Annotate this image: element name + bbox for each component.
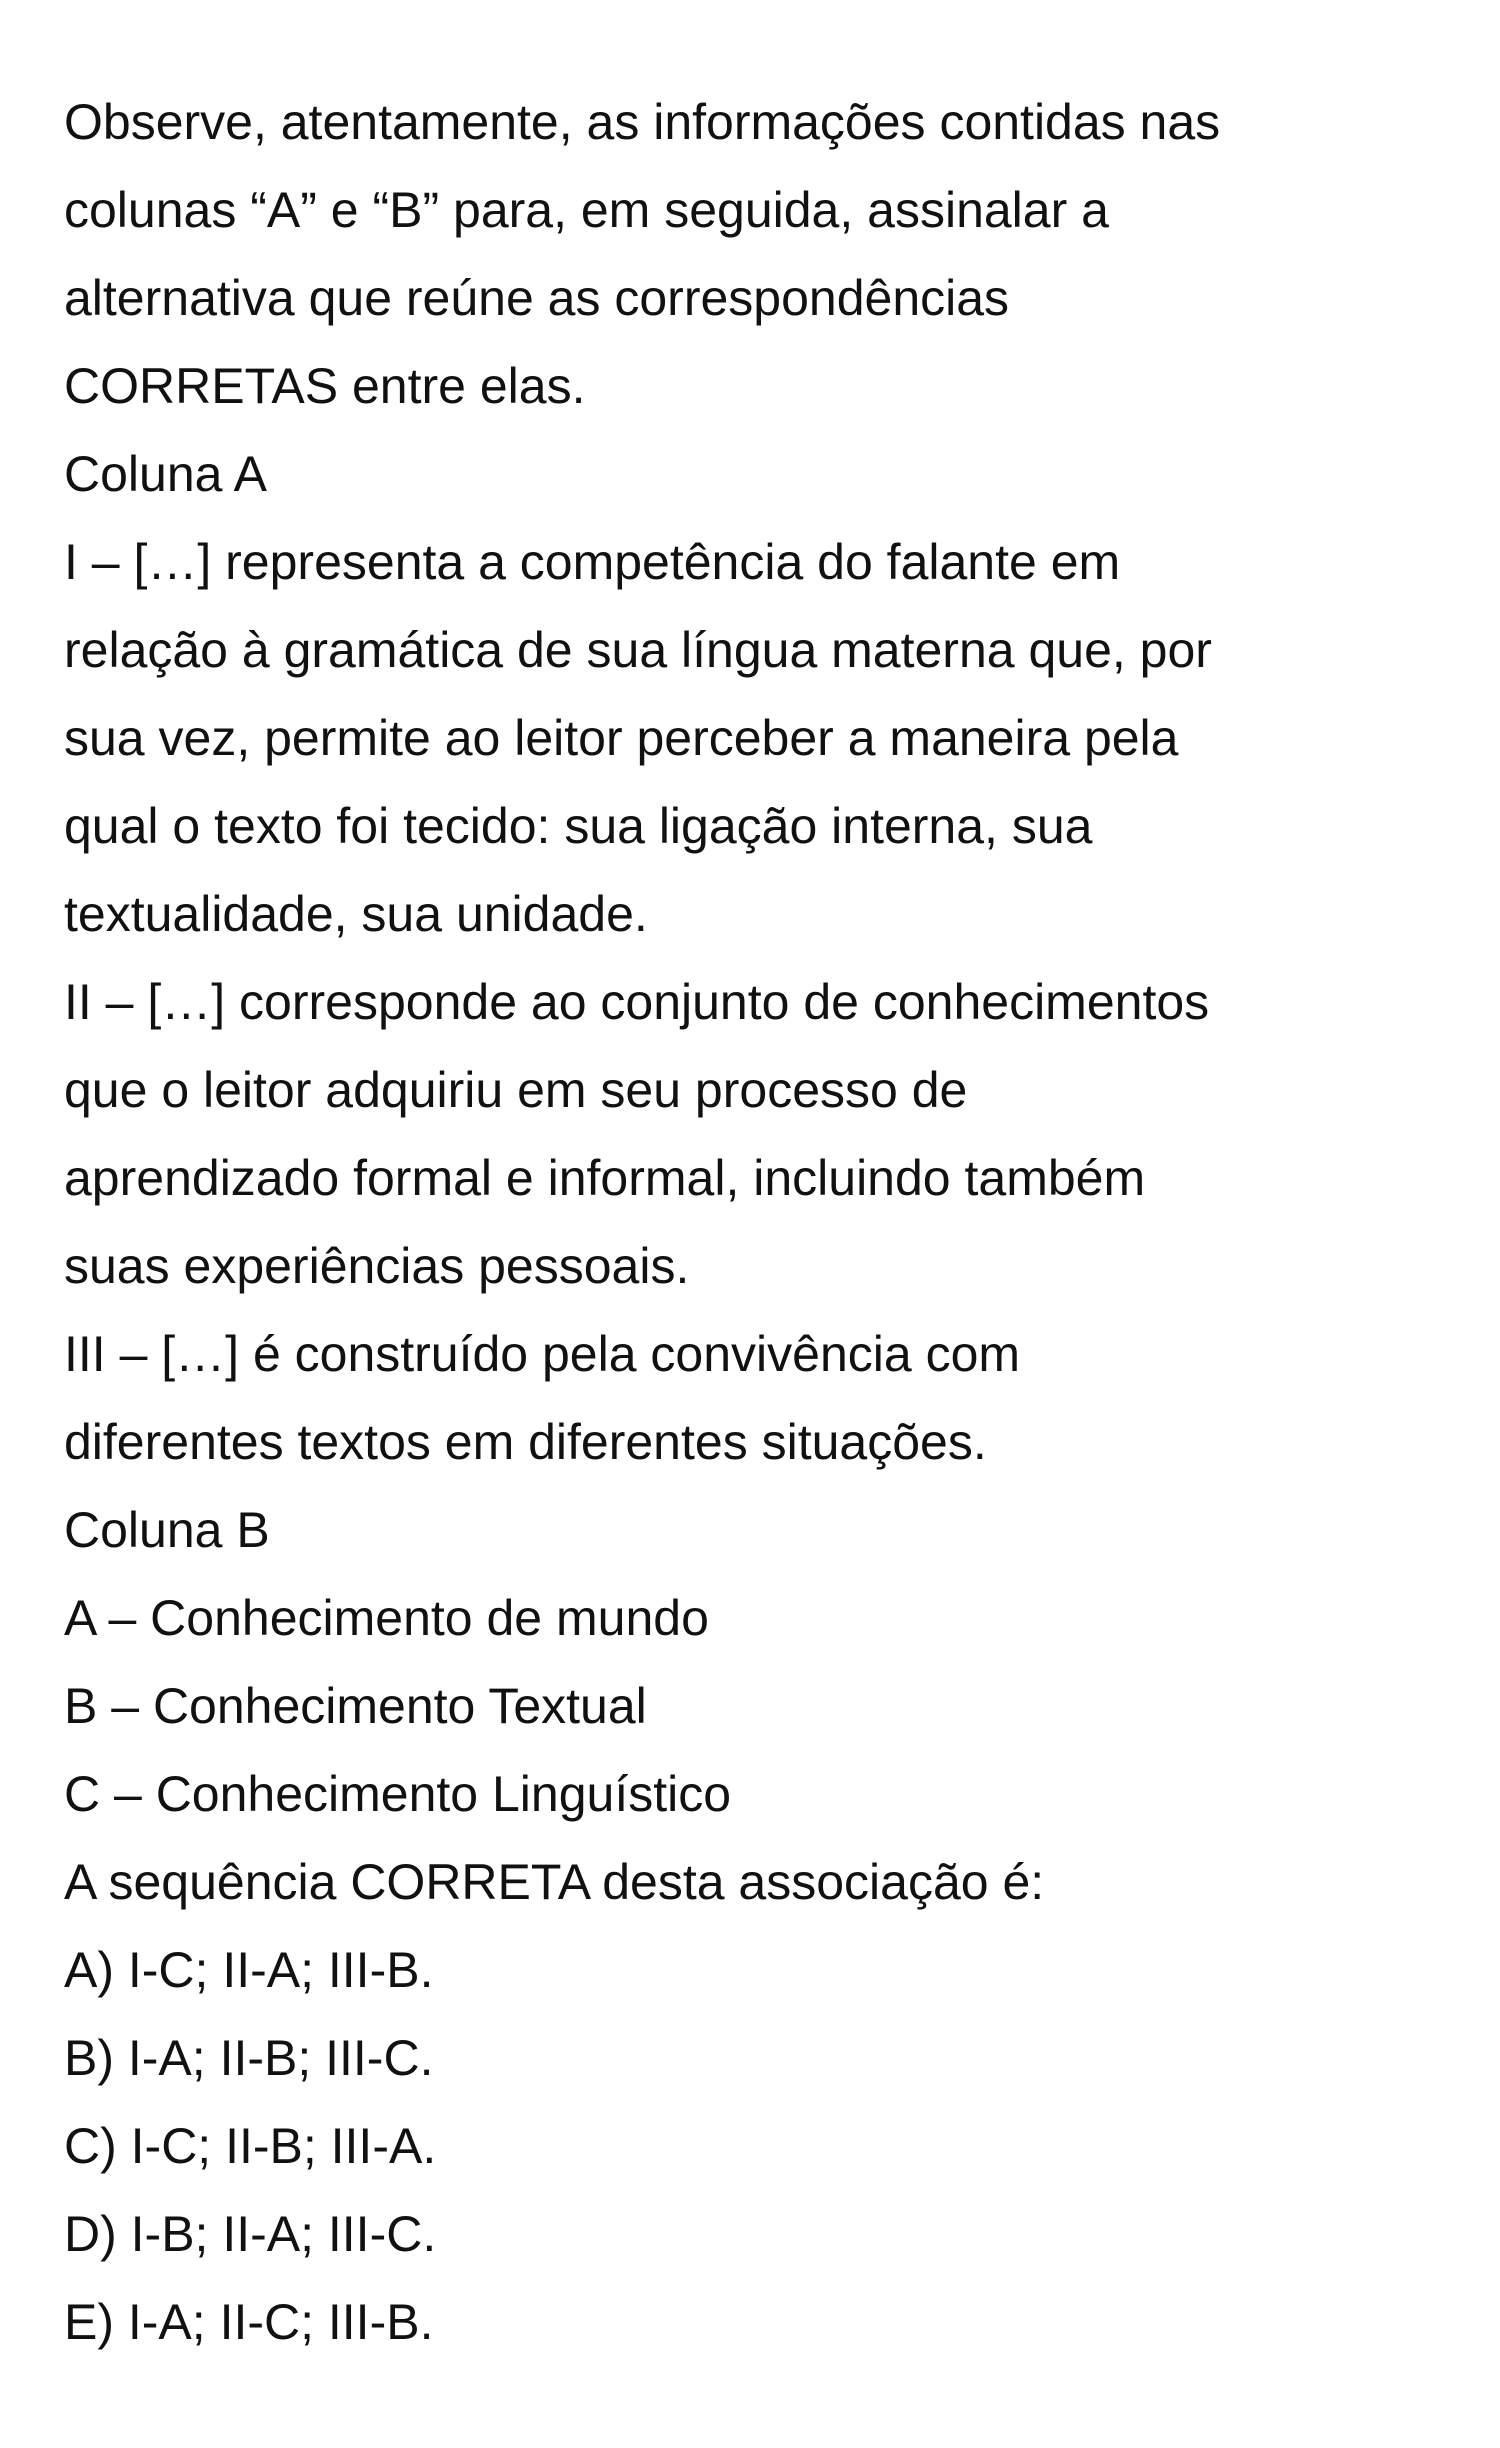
option-d[interactable]: D) I-B; II-A; III-C. <box>64 2206 437 2262</box>
question-prompt: A sequência CORRETA desta associação é: <box>64 1854 1045 1910</box>
text-line: colunas “A” e “B” para, em seguida, assinalar a <box>64 182 1109 238</box>
text-line: CORRETAS entre elas. <box>64 358 586 414</box>
column-b <box>64 1486 1444 1838</box>
column-b-heading: Coluna B <box>64 1502 270 1558</box>
question-intro <box>64 78 1444 430</box>
text-line: relação à gramática de sua língua materna que, por <box>64 622 1212 678</box>
column-a-heading: Coluna A <box>64 446 267 502</box>
option-b[interactable]: B) I-A; II-B; III-C. <box>64 2030 434 2086</box>
text-line: II – […] corresponde ao conjunto de conhecimentos <box>64 974 1210 1030</box>
option-e[interactable]: E) I-A; II-C; III-B. <box>64 2294 434 2350</box>
text-line: III – […] é construído pela convivência com <box>64 1326 1021 1382</box>
column-b-item: B – Conhecimento Textual <box>64 1678 647 1734</box>
text-line: suas experiências pessoais. <box>64 1238 690 1294</box>
answer-options <box>64 1926 1444 2366</box>
text-line: diferentes textos em diferentes situações. <box>64 1414 987 1470</box>
text-line: qual o texto foi tecido: sua ligação interna, sua <box>64 798 1093 854</box>
column-a <box>64 430 1444 1486</box>
text-line: que o leitor adquiriu em seu processo de <box>64 1062 968 1118</box>
column-b-item: A – Conhecimento de mundo <box>64 1590 709 1646</box>
column-b-item: C – Conhecimento Linguístico <box>64 1766 732 1822</box>
option-a[interactable]: A) I-C; II-A; III-B. <box>64 1942 434 1998</box>
text-line: Observe, atentamente, as informações contidas nas <box>64 94 1221 150</box>
text-line: textualidade, sua unidade. <box>64 886 648 942</box>
text-line: alternativa que reúne as correspondências <box>64 270 1010 326</box>
column-a-item-1 <box>64 518 1444 958</box>
text-line: sua vez, permite ao leitor perceber a maneira pela <box>64 710 1179 766</box>
text-line: I – […] representa a competência do falante em <box>64 534 1121 590</box>
column-a-item-2 <box>64 958 1444 1310</box>
column-a-item-3 <box>64 1310 1444 1486</box>
text-line: aprendizado formal e informal, incluindo também <box>64 1150 1146 1206</box>
question-text <box>64 78 1444 2366</box>
option-c[interactable]: C) I-C; II-B; III-A. <box>64 2118 437 2174</box>
